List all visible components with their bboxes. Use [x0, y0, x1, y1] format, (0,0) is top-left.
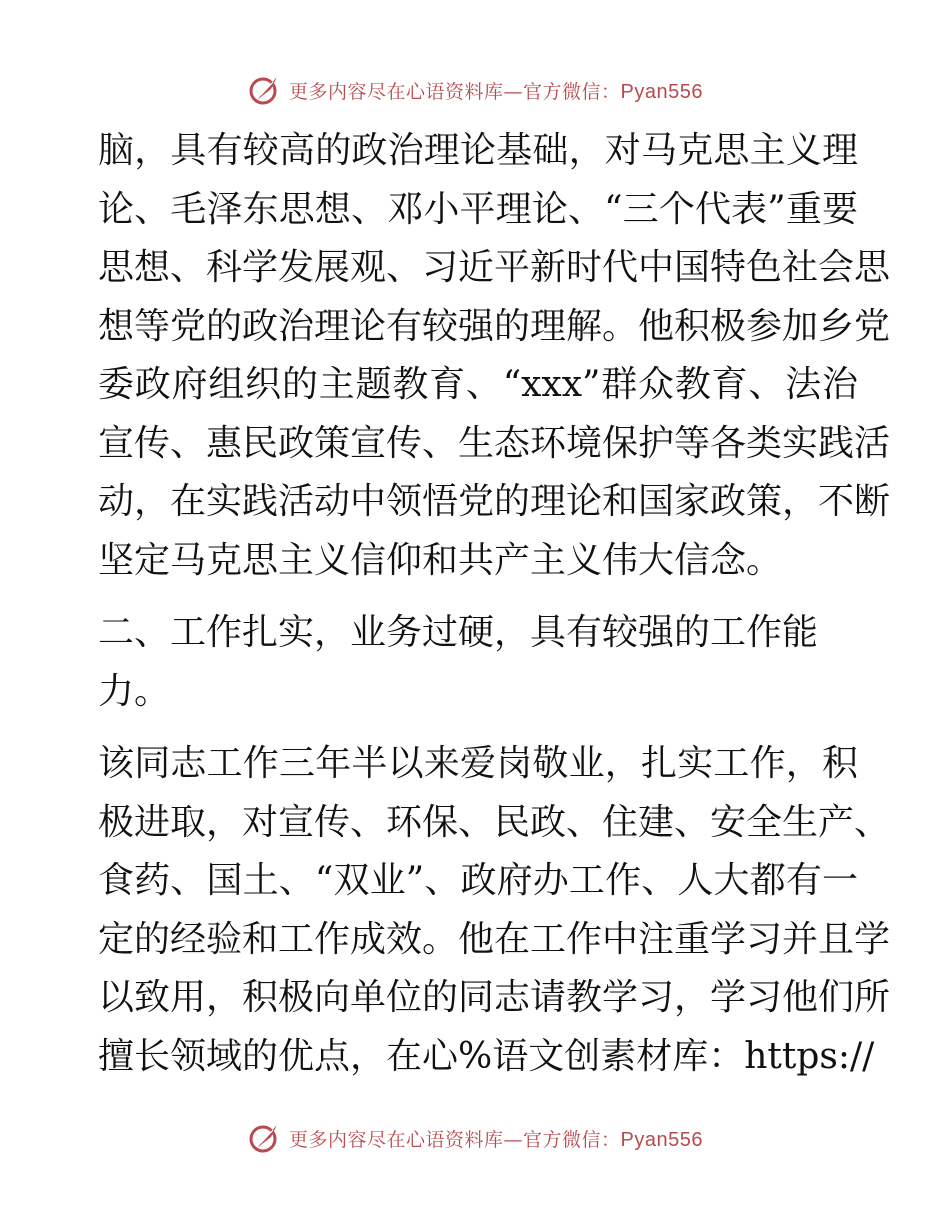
- header-banner: [0, 70, 950, 110]
- text-line: 委政府组织的主题教育、“xxx”群众教育、法治: [98, 364, 858, 405]
- text-line: 食药、国土、“双业”、政府办工作、人大都有一: [98, 860, 858, 901]
- text-line: 该同志工作三年半以来爱岗敬业，扎实工作，积: [98, 743, 858, 784]
- quill-ring-logo: [247, 73, 281, 107]
- text-line: 极进取，对宣传、环保、民政、住建、安全生产、: [98, 801, 891, 843]
- text-line: 脑，具有较高的政治理论基础，对马克思主义理: [98, 130, 858, 171]
- text-line: 以致用，积极向单位的同志请教学习，学习他们所: [98, 977, 891, 1018]
- paragraph-1: [98, 122, 891, 590]
- text-line: 力。: [98, 670, 171, 712]
- text-line: 二、工作扎实，业务过硬，具有较强的工作能: [98, 612, 819, 653]
- section-heading: [98, 604, 858, 721]
- text-line: 宣传、惠民政策宣传、生态环境保护等各类实践活: [98, 422, 891, 464]
- text-line: 论、毛泽东思想、邓小平理论、“三个代表”重要: [98, 188, 858, 230]
- text-line: 坚定马克思主义信仰和共产主义伟大信念。: [98, 539, 783, 581]
- banner-text: 更多内容尽在心语资料库—官方微信：Pyan556: [289, 80, 703, 103]
- paragraph-2: [98, 735, 891, 1086]
- text-line: 定的经验和工作成效。他在工作中注重学习并且学: [98, 918, 891, 960]
- text-line: 想等党的政治理论有较强的理解。他积极参加乡党: [98, 305, 891, 347]
- text-line: 擅长领域的优点，在心%语文创素材库：https://: [98, 1035, 875, 1077]
- quill-ring-logo: [247, 1121, 281, 1155]
- text-line: 动，在实践活动中领悟党的理论和国家政策，不断: [98, 481, 891, 522]
- document-body: [98, 122, 891, 1086]
- banner-text: 更多内容尽在心语资料库—官方微信：Pyan556: [289, 1128, 703, 1151]
- text-line: 思想、科学发展观、习近平新时代中国特色社会思: [98, 247, 891, 288]
- footer-banner: [0, 1118, 950, 1158]
